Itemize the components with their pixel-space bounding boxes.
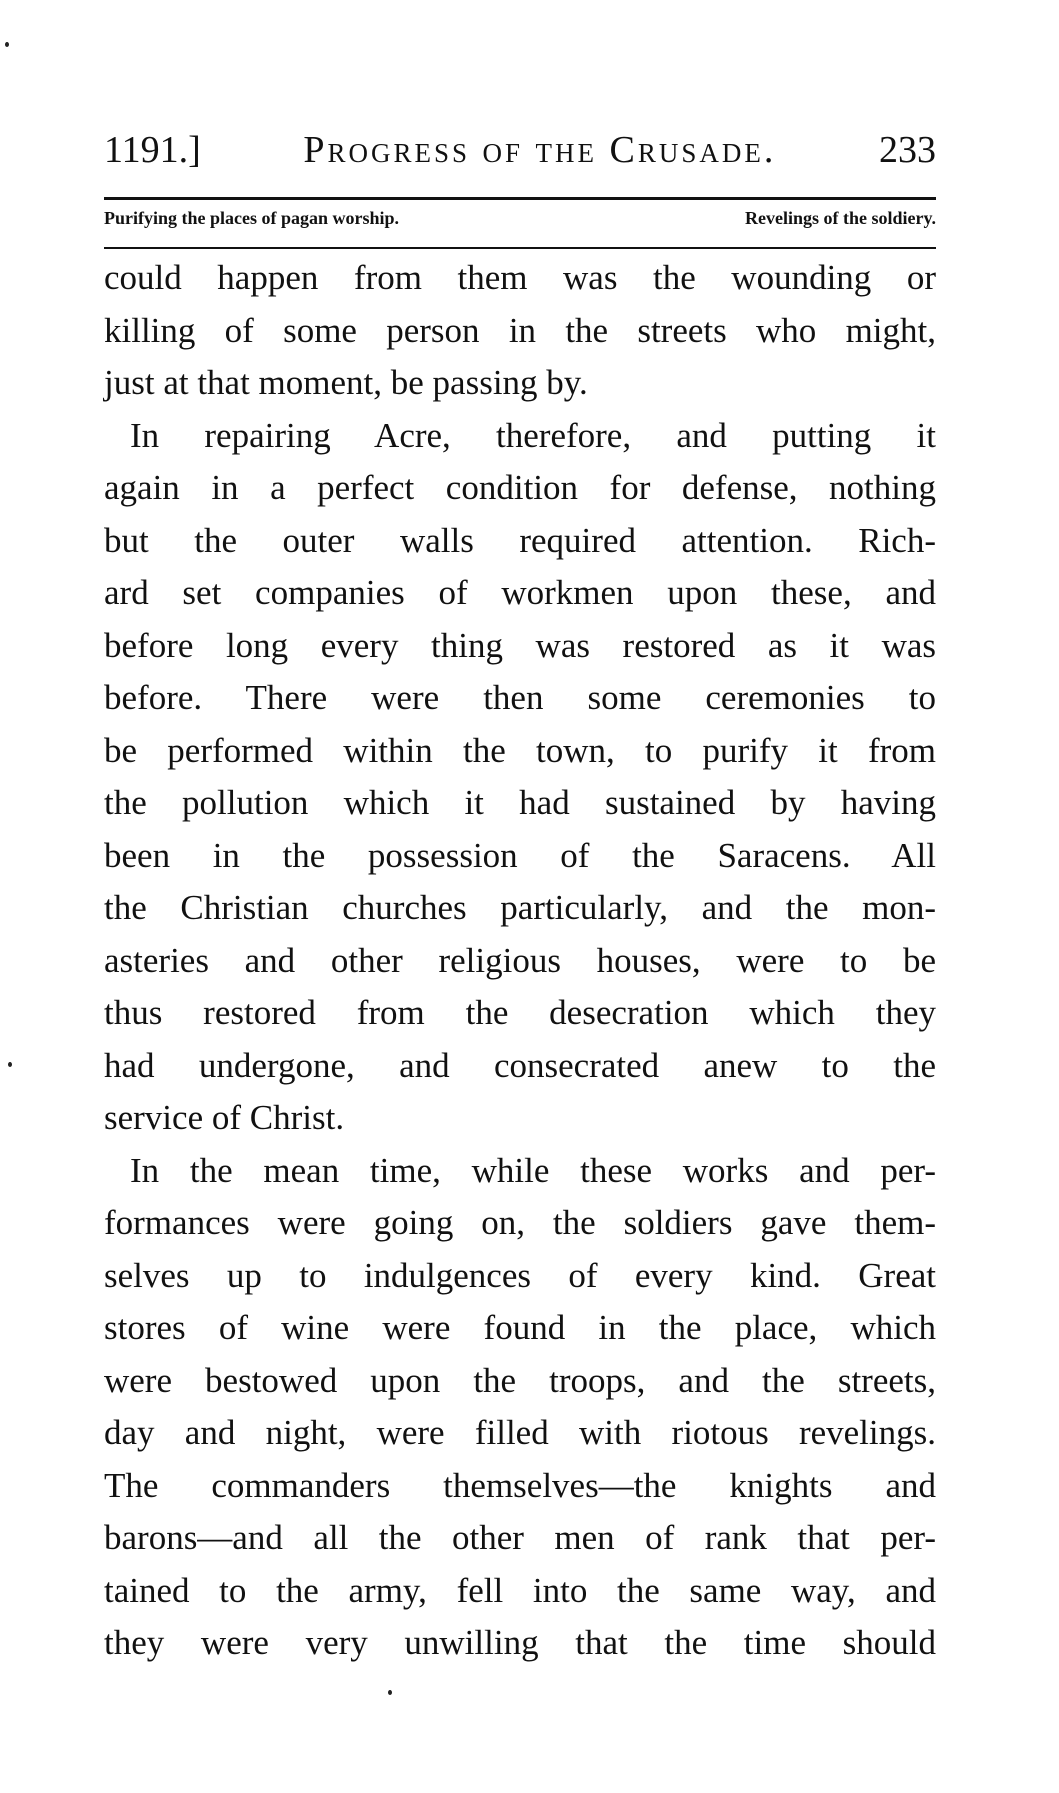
text-line: thus restored from the desecration which they [104, 993, 936, 1032]
text-line: the pollution which it had sustained by having [104, 783, 936, 822]
text-line: been in the possession of the Saracens. All [104, 835, 936, 875]
text-line: tained to the army, fell into the same way, and [104, 1570, 936, 1610]
subheader-left: Purifying the places of pagan worship. [104, 208, 400, 228]
running-header [104, 128, 936, 172]
text-line: day and night, were filled with riotous revelings. [104, 1413, 936, 1452]
subheader-right: Revelings of the soldiery. [745, 208, 936, 228]
text-line: but the outer walls required attention. Rich- [104, 520, 936, 560]
header-title: Progress of the Crusade. [303, 129, 777, 171]
text-line: be performed within the town, to purify it from [104, 730, 936, 770]
text-line: just at that moment, be passing by. [104, 363, 588, 402]
text-line: had undergone, and consecrated anew to the [104, 1045, 936, 1085]
text-line: were bestowed upon the troops, and the streets, [104, 1360, 936, 1400]
header-rule-bottom [104, 247, 936, 249]
header-year: 1191.] [104, 129, 201, 171]
text-line: In the mean time, while these works and per- [130, 1150, 936, 1190]
scan-speck [5, 42, 9, 47]
page-number: 233 [879, 129, 936, 171]
text-line: service of Christ. [104, 1098, 345, 1137]
text-line: formances were going on, the soldiers gave them- [104, 1203, 936, 1242]
scan-speck [8, 1062, 12, 1067]
text-line: could happen from them was the wounding or [104, 258, 936, 297]
text-line: ard set companies of workmen upon these, and [104, 573, 936, 612]
text-line: before long every thing was restored as it was [104, 625, 936, 665]
text-line: again in a perfect condition for defense, nothing [104, 468, 936, 507]
text-line: killing of some person in the streets who might, [104, 310, 936, 350]
subheader [104, 208, 936, 229]
text-line: stores of wine were found in the place, which [104, 1308, 936, 1347]
text-line: they were very unwilling that the time should [104, 1623, 936, 1662]
scan-speck [388, 1690, 392, 1695]
text-line: selves up to indulgences of every kind. Great [104, 1255, 936, 1295]
text-line: before. There were then some ceremonies to [104, 678, 936, 717]
text-line: In repairing Acre, therefore, and putting it [130, 415, 936, 455]
header-rule-top [104, 197, 936, 200]
text-line: the Christian churches particularly, and the mon- [104, 888, 936, 927]
text-line: asteries and other religious houses, were to be [104, 940, 936, 980]
text-line: barons—and all the other men of rank that per- [104, 1518, 936, 1557]
body-text [104, 252, 936, 1670]
text-line: The commanders themselves—the knights and [104, 1465, 936, 1505]
